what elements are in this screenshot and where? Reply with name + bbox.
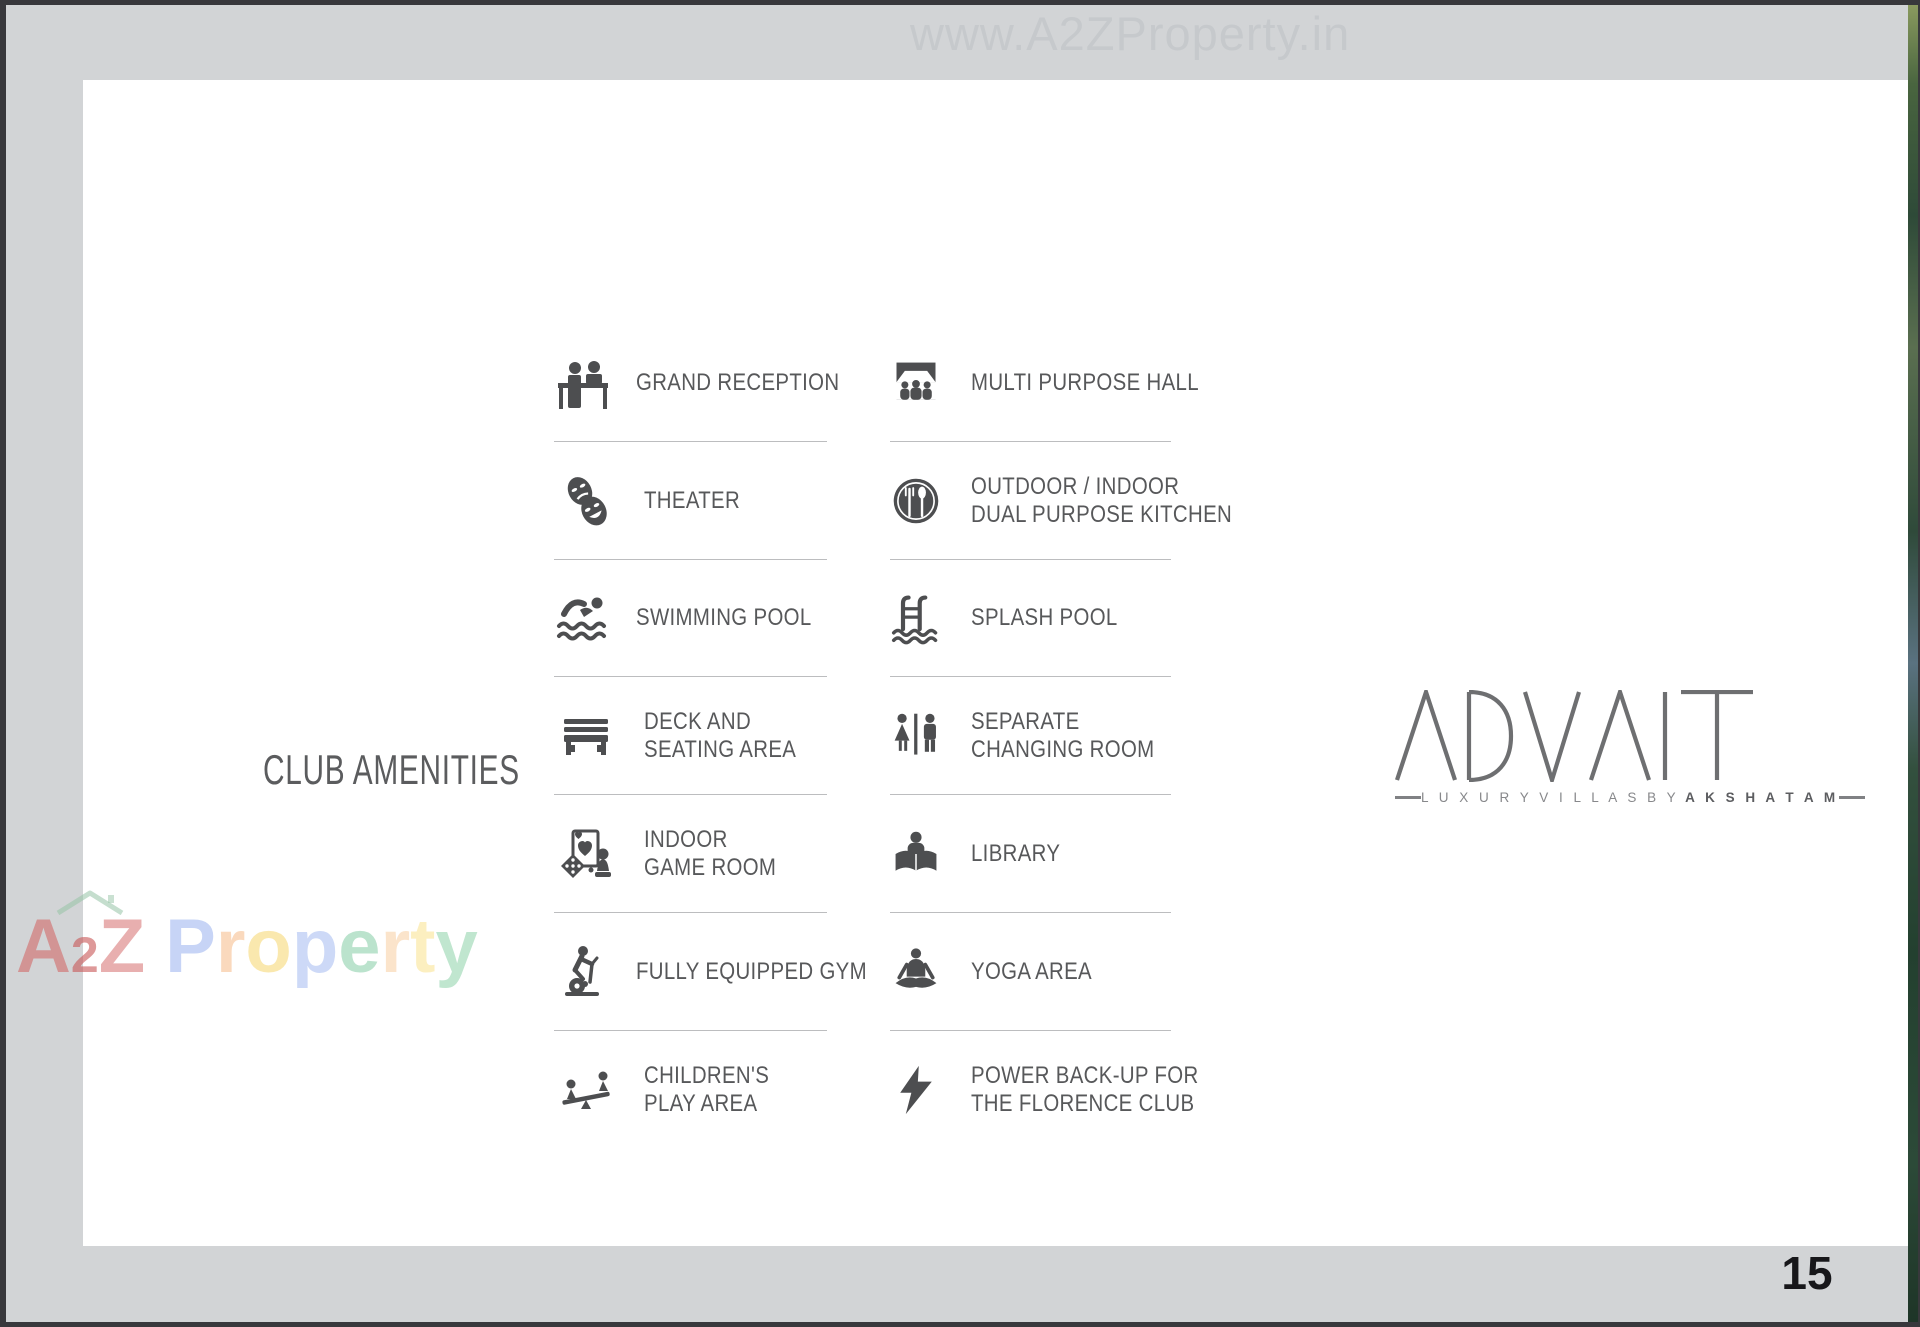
seesaw-icon bbox=[558, 1062, 614, 1118]
amenity-label: MULTI PURPOSE HALL bbox=[971, 368, 1199, 396]
theater-masks-icon bbox=[558, 473, 614, 529]
amenity-label: SPLASH POOL bbox=[971, 604, 1118, 632]
reading-person-icon bbox=[890, 826, 942, 882]
watermark-letter: A bbox=[16, 904, 71, 989]
changing-room-icon bbox=[890, 708, 942, 764]
tagline-prefix: L U X U R Y V I L L A S B Y bbox=[1421, 790, 1680, 805]
amenity-row bbox=[554, 913, 867, 1031]
watermark-letter: Z bbox=[98, 904, 146, 989]
amenity-label: GRAND RECEPTION bbox=[636, 368, 840, 396]
exercise-bike-icon bbox=[554, 944, 610, 1000]
logo-tagline bbox=[1395, 790, 1839, 805]
advait-logo bbox=[1395, 690, 1839, 805]
amenity-label: YOGA AREA bbox=[971, 957, 1092, 985]
amenity-row bbox=[890, 677, 1171, 795]
watermark-url: www.A2ZProperty.in bbox=[910, 7, 1351, 60]
watermark-letter: P bbox=[165, 904, 216, 989]
watermark-letter: t bbox=[410, 904, 436, 989]
watermark-letters bbox=[16, 903, 478, 990]
amenities-column-left bbox=[554, 324, 867, 1149]
pool-ladder-icon bbox=[890, 590, 942, 646]
tagline-dash-right bbox=[1839, 796, 1865, 799]
amenity-row bbox=[554, 560, 827, 678]
watermark-letter: o bbox=[245, 904, 292, 989]
watermark-a2zproperty bbox=[16, 903, 478, 990]
amenity-row bbox=[890, 795, 1171, 913]
amenities-column-right bbox=[890, 324, 1233, 1149]
amenity-row bbox=[554, 324, 840, 442]
watermark-roof-icon bbox=[54, 889, 126, 915]
tagline-dash-left bbox=[1395, 796, 1421, 799]
cutlery-circle-icon bbox=[890, 473, 942, 529]
amenity-row bbox=[890, 324, 1199, 442]
yoga-person-icon bbox=[890, 944, 942, 1000]
reception-desk-icon bbox=[554, 355, 610, 411]
watermark-letter: r bbox=[380, 904, 411, 989]
amenity-label: INDOOR GAME ROOM bbox=[644, 826, 777, 882]
amenity-label: CHILDREN'S PLAY AREA bbox=[644, 1061, 770, 1117]
swimmer-icon bbox=[554, 590, 610, 646]
page-number: 15 bbox=[1781, 1247, 1833, 1299]
amenity-label: THEATER bbox=[644, 486, 741, 514]
amenity-label: SWIMMING POOL bbox=[636, 604, 812, 632]
amenity-label: SEPARATE CHANGING ROOM bbox=[971, 708, 1155, 764]
advait-wordmark bbox=[1395, 690, 1755, 782]
watermark-letter: p bbox=[291, 904, 339, 989]
amenity-label: POWER BACK-UP FOR THE FLORENCE CLUB bbox=[971, 1061, 1199, 1117]
watermark-letter: y bbox=[435, 904, 478, 989]
lightning-bolt-icon bbox=[890, 1062, 942, 1118]
watermark-letter: e bbox=[338, 904, 381, 989]
amenity-label: OUTDOOR / INDOOR DUAL PURPOSE KITCHEN bbox=[971, 472, 1233, 528]
amenity-row bbox=[890, 560, 1171, 678]
amenity-label: FULLY EQUIPPED GYM bbox=[636, 957, 867, 985]
amenity-row bbox=[890, 1031, 1199, 1149]
amenity-label: DECK AND SEATING AREA bbox=[644, 708, 797, 764]
adjacent-page-sliver bbox=[1908, 5, 1918, 1322]
amenity-row bbox=[554, 795, 827, 913]
amenity-row bbox=[554, 677, 827, 795]
cards-pawn-icon bbox=[558, 826, 614, 882]
hall-canopy-icon bbox=[890, 355, 942, 411]
watermark-letter: r bbox=[215, 904, 246, 989]
watermark-letter: 2 bbox=[70, 927, 99, 983]
amenity-row bbox=[890, 913, 1171, 1031]
amenity-label: LIBRARY bbox=[971, 840, 1061, 868]
brochure-page bbox=[83, 80, 1908, 1246]
tagline-brand: A K S H A T A M bbox=[1685, 790, 1839, 805]
amenity-row bbox=[554, 1031, 827, 1149]
bench-icon bbox=[558, 708, 614, 764]
page-title: CLUB AMENITIES bbox=[263, 746, 520, 793]
amenity-row bbox=[890, 442, 1233, 560]
amenity-row bbox=[554, 442, 827, 560]
